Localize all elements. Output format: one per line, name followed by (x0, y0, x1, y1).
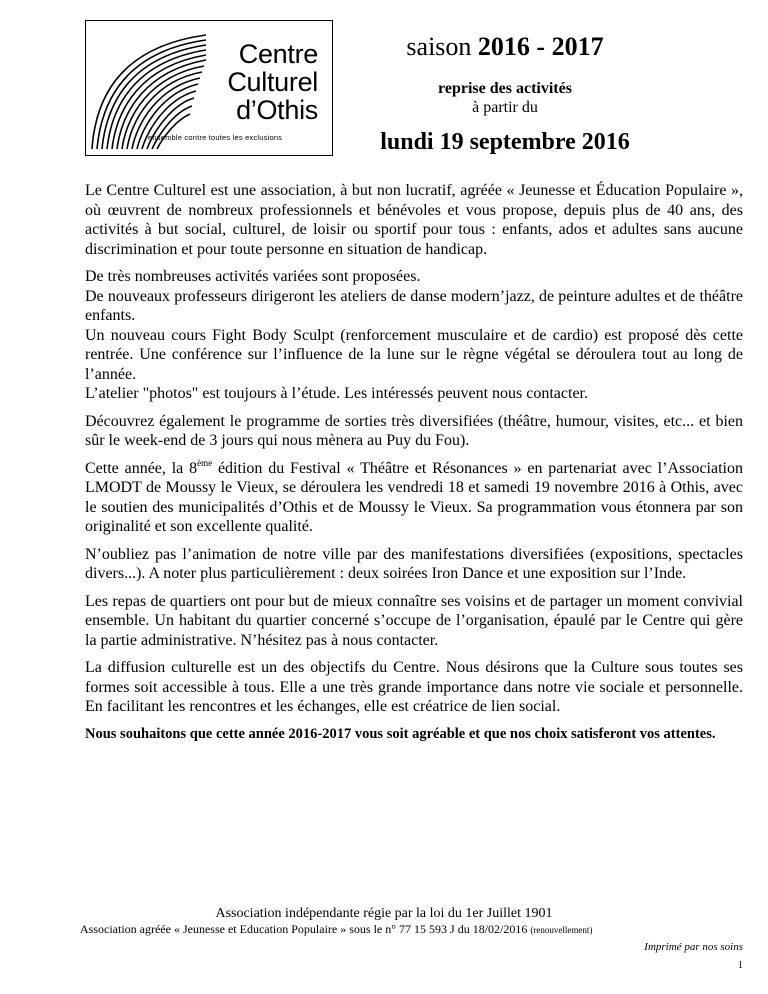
logo-tagline: ensemble contre toutes les exclusions (148, 133, 283, 142)
activities-line3: Un nouveau cours Fight Body Sculpt (renforcement musculaire et de cardio) est proposé dès cette rentrée. Une conférence sur l’influence de la lune sur le règne végétal se déroulera tout au long de l’année. (85, 326, 743, 383)
logo-text-line1: Centre (238, 39, 318, 69)
paragraph-neighborhood: Les repas de quartiers ont pour but de mieux connaître ses voisins et de partager un moment convivial ensemble. Un habitant du quartier concerné s’occupe de l’organisation, épaulé par le Centre qui gère la partie administrative. N’hésitez pas à nous contacter. (85, 592, 743, 649)
festival-text-end: édition du Festival « Théâtre et Résonances » en partenariat avec l’Association LMODT de Moussy le Vieux, se déroulera les vendredi 18 et samedi 19 novembre 2016 à Othis, avec le soutien des municipalités d’Othis et de Moussy le Vieux. Sa programmation vous étonnera par son originalité et son excellente qualité. (85, 459, 743, 535)
resume-heading: reprise des activités (438, 80, 572, 97)
activities-line1: De très nombreuses activités variées sont proposées. (85, 268, 421, 285)
start-label: à partir du (472, 99, 538, 116)
season-prefix: saison (406, 32, 472, 61)
paragraph-culture: La diffusion culturelle est un des objectifs du Centre. Nous désirons que la Culture sous toutes ses formes soit accessible à tous. Elle a une très grande importance dans notre vie sociale et personnelle. En facilitant les rencontres et les échanges, elle est créatrice de lien social. (85, 659, 743, 715)
paragraph-events: N’oubliez pas l’animation de notre ville par des manifestations diversifiées (expositions, spectacles divers...). A noter plus particulièrement : deux soirées Iron Dance et une exposition sur l’Inde. (85, 545, 743, 582)
paragraph-intro: Le Centre Culturel est une association, à but non lucratif, agréée « Jeunesse et Éducation Populaire », où œuvrent de nombreux professionnels et bénévoles et vous propose, depuis plus de 40 ans, des activités à but social, culturel, de loisir ou sportif pour tous : enfants, ados et adultes sans aucune discrimination et pour toute personne en situation de handicap. (85, 182, 743, 258)
paragraph-festival (85, 459, 743, 537)
footer-renewal-note: (renouvellement) (530, 925, 593, 935)
festival-text-start: Cette année, la 8 (85, 459, 198, 477)
closing-wishes: Nous souhaitons que cette année 2016-2017 vous soit agréable et que nos choix satisferont vos attentes. (85, 725, 716, 742)
paragraph-activities (85, 267, 743, 404)
start-date: lundi 19 septembre 2016 (380, 129, 630, 155)
logo-text-line2: Culturel (227, 67, 318, 97)
festival-ordinal-suffix: ème (197, 457, 213, 468)
season-title (360, 32, 650, 62)
logo (85, 20, 333, 156)
logo-text-line3: d’Othis (236, 95, 318, 125)
footer-approval-line (80, 922, 592, 938)
footer-legal-line: Association indépendante régie par la loi du 1er Juillet 1901 (215, 906, 553, 921)
main-content (85, 181, 743, 744)
activities-line2: De nouveaux professeurs dirigeront les ateliers de danse modern’jazz, de peinture adultes et de théâtre enfants. (85, 287, 743, 324)
footer-printed-note: Imprimé par nos soins (644, 941, 743, 953)
paragraph-outings: Découvrez également le programme de sorties très diversifiées (théâtre, humour, visites, etc... et bien sûr le week-end de 3 jours qui nous mènera au Puy du Fou). (85, 412, 743, 449)
footer-approval-text: Association agréée « Jeunesse et Education Populaire » sous le n° 77 15 593 J du 18/02/2016 (80, 922, 528, 936)
page-number: 1 (738, 960, 743, 971)
activities-line4: L’atelier "photos" est toujours à l’étude. Les intéressés peuvent nous contacter. (85, 385, 588, 402)
season-years: 2016 - 2017 (477, 32, 604, 61)
